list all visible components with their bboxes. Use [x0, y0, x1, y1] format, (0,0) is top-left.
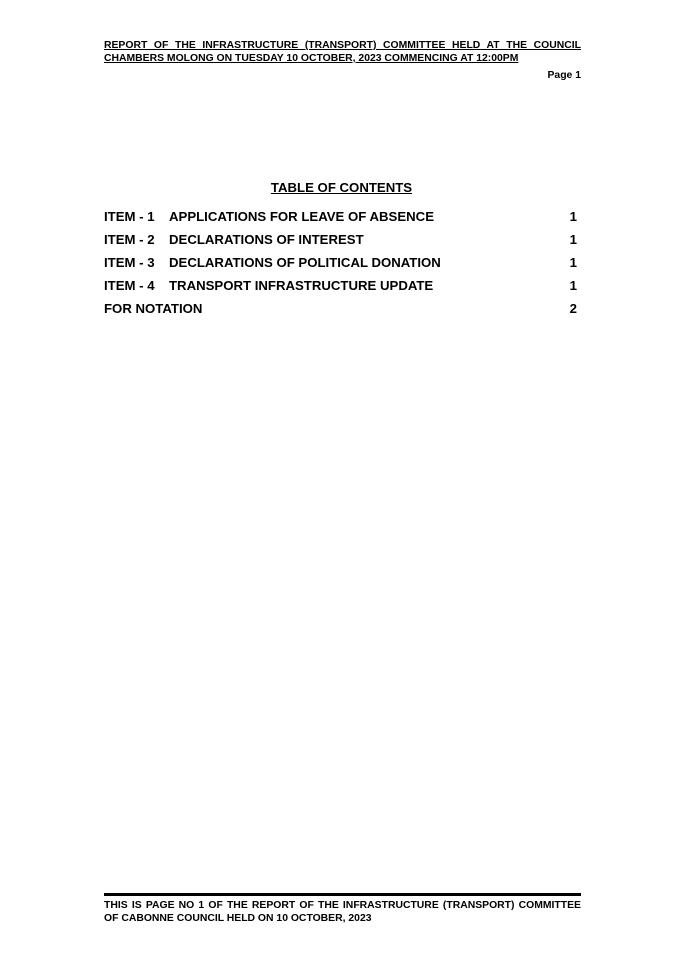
- toc-entry-item-2[interactable]: [104, 232, 577, 255]
- toc-entry-text: TRANSPORT INFRASTRUCTURE UPDATE: [169, 278, 434, 293]
- footer-text: THIS IS PAGE NO 1 OF THE REPORT OF THE INFRASTRUCTURE (TRANSPORT) COMMITTEE OF CABONNE COUNCIL HELD ON 10 OCTOBER, 2023: [104, 900, 581, 924]
- toc-entry-text: DECLARATIONS OF POLITICAL DONATION: [169, 255, 441, 270]
- page-number: Page 1: [547, 70, 581, 82]
- toc-entry-text: DECLARATIONS OF INTEREST: [169, 232, 364, 247]
- toc-entry-number: ITEM - 4: [104, 278, 155, 293]
- toc-entry-text: FOR NOTATION: [104, 301, 203, 316]
- toc-entry-text: APPLICATIONS FOR LEAVE OF ABSENCE: [169, 209, 434, 224]
- toc-heading: TABLE OF CONTENTS: [270, 180, 413, 195]
- toc-entry-page: 1: [569, 209, 577, 224]
- toc-entry-for-notation[interactable]: [104, 301, 577, 324]
- toc-entry-page: 1: [569, 278, 577, 293]
- page-header: [104, 40, 581, 82]
- toc-entry-page: 2: [569, 301, 577, 316]
- toc-entry-page: 1: [569, 232, 577, 247]
- toc-entry-number: ITEM - 3: [104, 255, 155, 270]
- toc-entry-item-1[interactable]: [104, 209, 577, 232]
- toc-entry-number: ITEM - 2: [104, 232, 155, 247]
- toc-entry-item-3[interactable]: [104, 255, 577, 278]
- report-title: REPORT OF THE INFRASTRUCTURE (TRANSPORT) COMMITTEE HELD AT THE COUNCIL CHAMBERS MOLONG ON TUESDAY 10 OCTOBER, 2023 COMMENCING AT 12:00PM: [104, 40, 581, 64]
- toc-entry-page: 1: [569, 255, 577, 270]
- page-footer: [104, 893, 581, 925]
- toc-entry-number: ITEM - 1: [104, 209, 155, 224]
- toc-entry-item-4[interactable]: [104, 278, 577, 301]
- table-of-contents: [104, 209, 577, 324]
